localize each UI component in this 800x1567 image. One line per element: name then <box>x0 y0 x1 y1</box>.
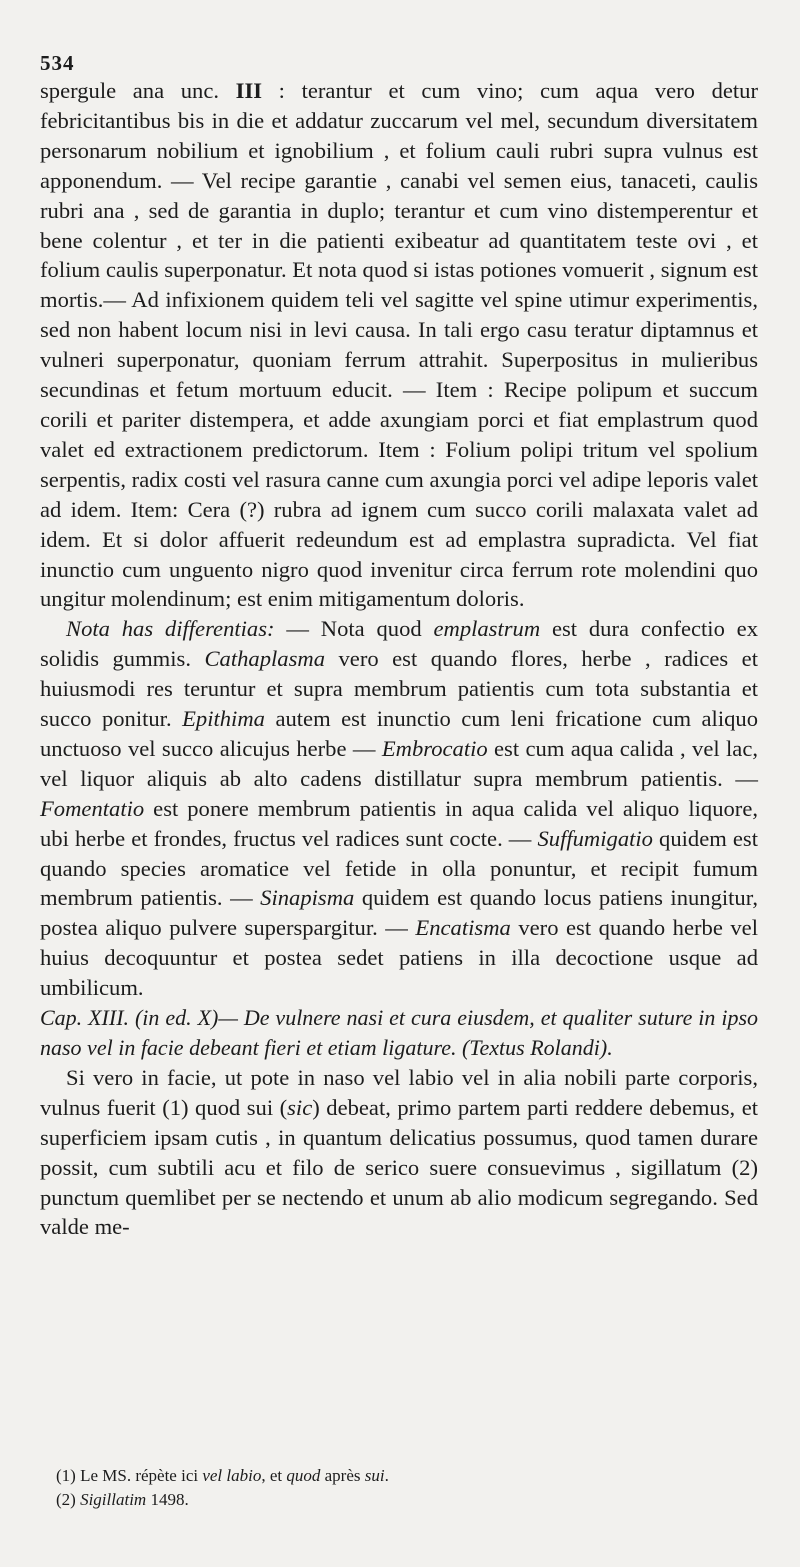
footnote-segment: , et <box>261 1466 287 1485</box>
text-segment: est ponere membrum patientis in aqua calida vel aliquo liquore, ubi herbe et frondes, fructus vel radices sunt cocte. — <box>40 795 758 851</box>
text-segment: ) debeat, primo partem parti reddere debemus, et superficiem ipsam cutis , in quantum delicatius possumus, quod tamen durare possit, cum subtili acu et filo de serico suere consuevimus , sigillatum (2) punctum quemlibet per se nectendo et unum ab alio modicum segregando. Sed valde me- <box>40 1094 759 1240</box>
footnote-segment: . <box>384 1466 389 1485</box>
footnote-segment: (1) Le MS. répète ici <box>56 1466 203 1485</box>
text-segment: : terantur et cum vino; cum aqua vero detur febricitantibus bis in die et addatur zuccarum vel mel, secundum diversitatem personarum nobilium et ignobilium , et folium cauli rubri supra vulnus est apponendum. — Vel recipe garantie , canabi vel semen eius, tanaceti, caulis rubri ana , sed de garantia in duplo; terantur et cum vino distemperentur et bene colentur , et ter in die patienti exibeatur ad quantitatem teste ovi , et folium caulis superponatur. Et nota quod si istas potiones vomuerit , signum est mortis.— Ad infixionem quidem teli vel sagitte vel spine utimur experimentis, sed non habent locum nisi in levi causa. In tali ergo casu teratur diptamnus et vulneri superponatur, quoniam ferrum attrahit. Superpositus in mulieribus secundinas et fetum mortuum educit. — Item : Recipe polipum et succum corili et pariter distempera, et adde axungiam porci et fiat emplastrum quod valet ed extractionem predictorum. Item : Folium polipi tritum vel spolium serpentis, radix costi vel rasura canne cum axungia porci vel adipe leporis valet ad idem. Item: Cera (?) rubra ad ignem cum succo corili malaxata valet ad idem. Et si dolor affuerit redeundum est ad emplastra supradicta. Vel fiat inunctio cum unguento nigro quod invenitur circa ferrum rote molendini quo ungitur molendinum; est enim mitigamentum doloris. <box>40 78 759 612</box>
text-segment: quidem est quando locus patiens inungitur, postea aliquo pulvere superspargitur. — <box>40 885 758 941</box>
heading-segment: (in ed. X)— De vulnere nasi et cura eiusdem, et qualiter suture in ipso naso vel in facie debeant fieri et etiam ligature. (Textus Rolandi). <box>40 1005 759 1060</box>
text-segment: III <box>235 78 263 103</box>
chapter-heading <box>40 1003 758 1063</box>
text-segment: Encatisma <box>415 915 511 941</box>
text-segment: Fomentatio <box>40 795 145 821</box>
footnote <box>56 1488 389 1512</box>
text-segment: Si vero in facie, ut pote in naso vel labio vel in alia nobili parte corporis, vulnus fuerit (1) quod sui ( <box>40 1064 758 1120</box>
footnote-segment: vel labio <box>202 1466 262 1485</box>
text-segment: est cum aqua calida , vel lac, vel liquor aliquis ab alto cadens distillatur supra membrum patientis. — <box>40 735 758 791</box>
paragraph <box>40 614 758 1003</box>
text-segment: emplastrum <box>433 616 541 642</box>
footnote-segment: (2) <box>56 1490 81 1509</box>
text-segment: Suffumigatio <box>537 825 653 851</box>
page-number: 534 <box>40 51 75 75</box>
footnote-segment: 1498. <box>146 1490 189 1509</box>
text-segment: quidem est quando species aromatice vel fetide in olla ponuntur, et recipit fumum membrum patientis. — <box>40 825 759 911</box>
text-segment: vero est quando flores, herbe , radices et huiusmodi res teruntur et supra membrum patientis cum tota substantia et succo ponitur. <box>40 646 758 732</box>
text-segment: — Nota quod <box>274 616 434 642</box>
footnote-segment: sui <box>364 1466 385 1485</box>
paragraph <box>40 1063 758 1242</box>
text-segment: Nota has differentias: <box>66 616 275 642</box>
heading-segment: Cap. XIII. <box>40 1005 130 1031</box>
footnote <box>56 1464 389 1488</box>
text-segment: Epithima <box>182 706 265 732</box>
text-segment: Sinapisma <box>260 885 355 911</box>
text-segment: est dura confectio ex solidis gummis. <box>40 616 759 672</box>
text-segment: Embrocatio <box>381 735 488 761</box>
text-segment: vero est quando herbe vel huius decoquuntur et postea sedet patiens in illa decoctione usque ad umbilicum. <box>40 915 758 1001</box>
footnote-segment: quod <box>286 1466 321 1485</box>
text-segment: spergule ana unc. <box>40 78 236 103</box>
paragraph <box>40 76 758 614</box>
text-segment: sic <box>287 1094 313 1120</box>
text-segment: autem est inunctio cum leni fricatione cum aliquo unctuoso vel succo alicujus herbe — <box>40 706 758 761</box>
text-segment: Cathaplasma <box>204 646 325 672</box>
body-text <box>40 76 758 1242</box>
footnotes <box>56 1464 389 1512</box>
footnote-segment: après <box>320 1466 365 1485</box>
footnote-segment: Sigillatim <box>80 1490 147 1509</box>
